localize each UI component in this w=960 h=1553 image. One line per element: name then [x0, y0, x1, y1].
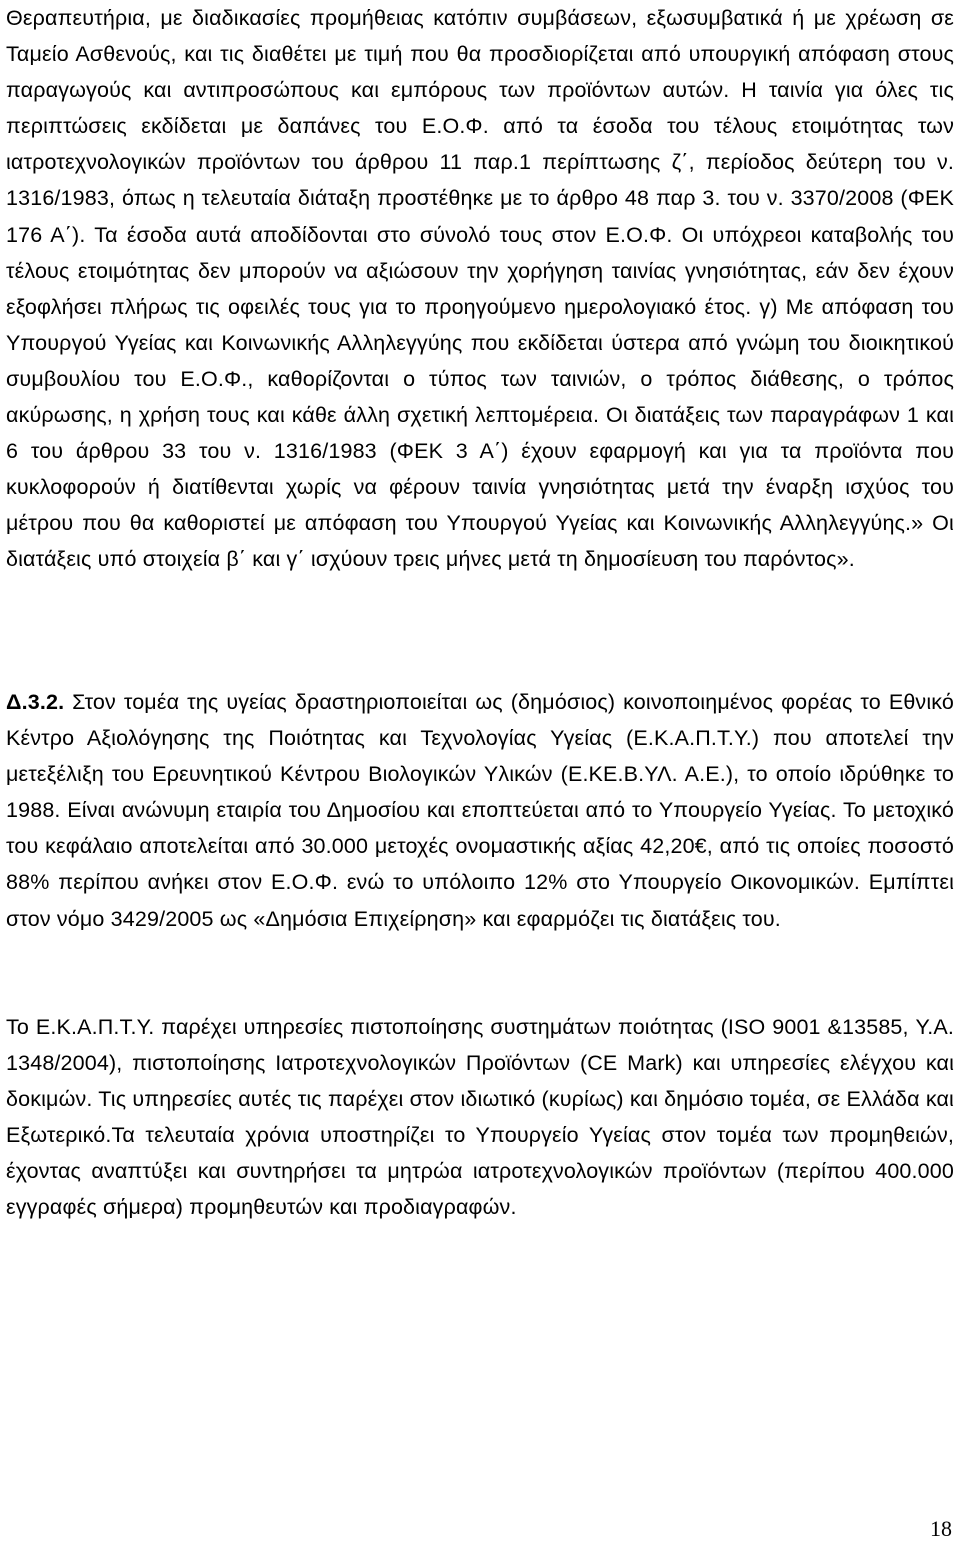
- section-number: Δ.3.2.: [6, 690, 65, 714]
- services-paragraph: Το Ε.Κ.Α.Π.Τ.Υ. παρέχει υπηρεσίες πιστοποίησης συστημάτων ποιότητας (ISO 9001 &13585, Υ.Α. 1348/2004), πιστοποίησης Ιατροτεχνολογικών Προϊόντων (CE Mark) και υπηρεσίες ελέγχου και δοκιμών. Τις υπηρεσίες αυτές τις παρέχει στον ιδιωτικό (κυρίως) και δημόσιο τομέα, σε Ελλάδα και Εξωτερικό.Τα τελευταία χρόνια υποστηρίζει το Υπουργείο Υγείας στον τομέα των προμηθειών, έχοντας αναπτύξει και συντηρήσει τα μητρώα ιατροτεχνολογικών προϊόντων (περίπου 400.000 εγγραφές σήμερα) προμηθευτών και προδιαγραφών.: [6, 1015, 954, 1220]
- page-number: 18: [930, 1516, 952, 1541]
- section-paragraph: [6, 684, 954, 937]
- section-paragraph-text: Στον τομέα της υγείας δραστηριοποιείται ως (δημόσιος) κοινοποιημένος φορέας το Εθνικό Κέντρο Αξιολόγησης της Ποιότητας και Τεχνολογίας Υγείας (Ε.Κ.Α.Π.Τ.Υ.) που αποτελεί την μετεξέλιξη του Ερευνητικού Κέντρου Βιολογικών Υλικών (Ε.ΚΕ.Β.ΥΛ. Α.Ε.), το οποίο ιδρύθηκε το 1988. Είναι ανώνυμη εταιρία του Δημοσίου και εποπτεύεται από το Υπουργείο Υγείας. Το μετοχικό του κεφάλαιο αποτελείται από 30.000 μετοχές ονομαστικής αξίας 42,20€, από τις οποίες ποσοστό 88% περίπου ανήκει στον Ε.Ο.Φ. ενώ το υπόλοιπο 12% στο Υπουργείο Οικονομικών. Εμπίπτει στον νόμο 3429/2005 ως «Δημόσια Επιχείρηση» και εφαρμόζει τις διατάξεις του.: [6, 690, 954, 931]
- paragraph-continuation: Θεραπευτήρια, με διαδικασίες προμήθειας κατόπιν συμβάσεων, εξωσυμβατικά ή με χρέωση σε Ταμείο Ασθενούς, και τις διαθέτει με τιμή που θα προσδιορίζεται από υπουργική απόφαση στους παραγωγούς και αντιπροσώπους και εμπόρους των προϊόντων αυτών. Η ταινία για όλες τις περιπτώσεις εκδίδεται με δαπάνες του Ε.Ο.Φ. από τα έσοδα του τέλους ετοιμότητας των ιατροτεχνολογικών προϊόντων του άρθρου 11 παρ.1 περίπτωσης ζ΄, περίοδος δεύτερη του ν. 1316/1983, όπως η τελευταία διάταξη προστέθηκε με το άρθρο 48 παρ 3. του ν. 3370/2008 (ΦΕΚ 176 Α΄). Τα έσοδα αυτά αποδίδονται στο σύνολό τους στον Ε.Ο.Φ. Οι υπόχρεοι καταβολής του τέλους ετοιμότητας δεν μπορούν να αξιώσουν την χορήγηση ταινίας γνησιότητας, εάν δεν έχουν εξοφλήσει πλήρως τις οφειλές τους για το προηγούμενο ημερολογιακό έτος. γ) Με απόφαση του Υπουργού Υγείας και Κοινωνικής Αλληλεγγύης που εκδίδεται ύστερα από γνώμη του διοικητικού συμβουλίου του Ε.Ο.Φ., καθορίζονται ο τύπος των ταινιών, ο τρόπος διάθεσης, ο τρόπος ακύρωσης, η χρήση τους και κάθε άλλη σχετική λεπτομέρεια. Οι διατάξεις των παραγράφων 1 και 6 του άρθρου 33 του ν. 1316/1983 (ΦΕΚ 3 Α΄) έχουν εφαρμογή και για τα προϊόντα που κυκλοφορούν ή διατίθενται χωρίς να φέρουν ταινία γνησιότητας μετά την έναρξη ισχύος του μέτρου που θα καθοριστεί με απόφαση του Υπουργού Υγείας και Κοινωνικής Αλληλεγγύης.» Οι διατάξεις υπό στοιχεία β΄ και γ΄ ισχύουν τρεις μήνες μετά τη δημοσίευση του παρόντος».: [6, 6, 954, 572]
